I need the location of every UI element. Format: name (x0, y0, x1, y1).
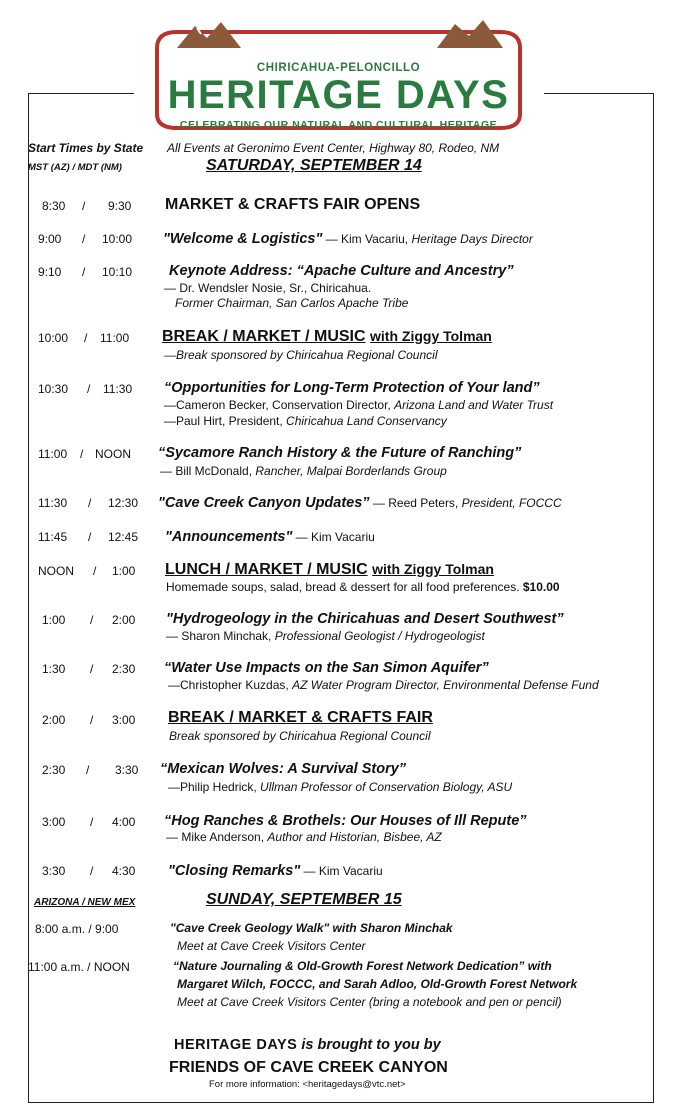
time-sep: / (90, 662, 94, 676)
speaker-line (168, 678, 599, 692)
event-title: “Sycamore Ranch History & the Future of Ranching” (158, 445, 522, 461)
speaker-role: President, FOCCC (461, 496, 562, 510)
time-az: 1:00 (42, 613, 66, 627)
location-line: Meet at Cave Creek Visitors Center (bring a notebook and pen or pencil) (177, 995, 562, 1009)
time-az: 2:30 (42, 763, 66, 777)
time-sep: / (82, 265, 86, 279)
event-line (163, 230, 533, 248)
speaker-org: AZ Water Program Director, Environmental Defense Fund (292, 678, 599, 692)
sunday-time: 8:00 a.m. / 9:00 (35, 922, 119, 936)
time-sep: / (82, 232, 86, 246)
logo-sub-text: CELEBRATING OUR NATURAL AND CULTURAL HERITAGE (179, 119, 498, 131)
footer-text: is brought to you by (297, 1037, 441, 1053)
speaker-line (166, 830, 442, 844)
event-title: MARKET & CRAFTS FAIR OPENS (165, 196, 421, 213)
heritage-days-logo (137, 18, 540, 131)
event-title: "Cave Creek Canyon Updates” (158, 495, 370, 511)
time-nm: 4:00 (112, 815, 136, 829)
time-sep: / (82, 199, 86, 213)
speaker-role: Heritage Days Director (411, 232, 533, 246)
event-title: “Opportunities for Long-Term Protection of Your land” (164, 380, 540, 396)
event-title-suffix: with Ziggy Tolman (372, 561, 494, 577)
event-title: Keynote Address: “Apache Culture and Ancestry” (169, 263, 514, 279)
time-az: NOON (38, 564, 74, 578)
time-az: 10:30 (38, 382, 69, 396)
time-nm: 1:00 (112, 564, 136, 578)
time-sep: / (90, 613, 94, 627)
time-az: 3:30 (42, 864, 66, 878)
event-title: "Hydrogeology in the Chiricahuas and Desert Southwest” (166, 611, 564, 627)
time-az: 3:00 (42, 815, 66, 829)
speaker-org: Rancher, Malpai Borderlands Group (255, 464, 447, 478)
time-sep: / (90, 815, 94, 829)
start-times-label: Start Times by State (28, 141, 144, 155)
speaker-role: Former Chairman, San Carlos Apache Tribe (175, 296, 409, 310)
speaker-org: Arizona Land and Water Trust (394, 398, 554, 412)
event-title: “Water Use Impacts on the San Simon Aquifer” (164, 660, 489, 676)
logo-main-text: HERITAGE DAYS (167, 73, 510, 117)
time-sep: / (90, 864, 94, 878)
time-az: 11:00 (38, 447, 68, 461)
time-sep: / (88, 496, 92, 510)
venue-text: All Events at Geronimo Event Center, Highway 80, Rodeo, NM (167, 141, 500, 155)
time-az: 2:00 (42, 713, 66, 727)
time-nm: 2:30 (112, 662, 136, 676)
time-sep: / (80, 447, 84, 461)
saturday-heading: SATURDAY, SEPTEMBER 14 (206, 157, 422, 174)
event-title: "Welcome & Logistics" (163, 231, 323, 247)
sponsor-line: —Break sponsored by Chiricahua Regional Council (164, 348, 438, 362)
speaker-name: — Kim Vacariu (292, 530, 375, 544)
footer-org: FRIENDS OF CAVE CREEK CANYON (169, 1059, 448, 1076)
speaker-org: Author and Historian, Bisbee, AZ (267, 830, 442, 844)
time-nm: 10:00 (102, 232, 133, 246)
time-sep: / (86, 763, 90, 777)
speaker-name: — Kim Vacariu, (322, 232, 412, 246)
event-title-suffix: with Ziggy Tolman (370, 328, 492, 344)
speaker-line (164, 414, 447, 428)
event-line (168, 862, 383, 880)
event-title: BREAK / MARKET / MUSIC (162, 328, 366, 345)
speaker-line (166, 629, 485, 643)
event-title: "Cave Creek Geology Walk" with Sharon Minchak (170, 921, 453, 935)
time-nm: 12:30 (108, 496, 139, 510)
time-nm: 3:00 (112, 713, 136, 727)
speaker-name: — Sharon Minchak, (166, 629, 275, 643)
speaker-name: —Philip Hedrick, (168, 780, 261, 794)
speaker-name: — Reed Peters, (369, 496, 462, 510)
event-line (165, 561, 494, 579)
time-az: 8:30 (42, 199, 66, 213)
event-title: “Nature Journaling & Old-Growth Forest Network Dedication” with (173, 959, 552, 973)
time-az: 10:00 (38, 331, 69, 345)
speaker-name: — Kim Vacariu (300, 864, 383, 878)
time-nm: 9:30 (108, 199, 132, 213)
time-sep: / (90, 713, 94, 727)
speaker-line: — Dr. Wendsler Nosie, Sr., Chiricahua. (164, 281, 372, 295)
speaker-name: —Paul Hirt, President, (164, 414, 287, 428)
time-az: 9:10 (38, 265, 62, 279)
time-sep: / (84, 331, 88, 345)
time-nm: 10:10 (102, 265, 133, 279)
footer-info: For more information: <heritagedays@vtc.net> (209, 1079, 406, 1090)
sunday-zones-label: ARIZONA / NEW MEX (34, 897, 136, 908)
footer-line (174, 1037, 441, 1053)
time-sep: / (88, 530, 92, 544)
speaker-name: — Mike Anderson, (166, 830, 268, 844)
speaker-name: — Bill McDonald, (160, 464, 256, 478)
time-sep: / (87, 382, 91, 396)
speaker-org: Chiricahua Land Conservancy (286, 414, 447, 428)
speaker-name: —Christopher Kuzdas, (168, 678, 293, 692)
time-az: 1:30 (42, 662, 66, 676)
event-title: “Mexican Wolves: A Survival Story” (160, 761, 407, 777)
time-sep: / (93, 564, 97, 578)
speaker-line (160, 464, 447, 478)
speaker-org: Ullman Professor of Conservation Biology, ASU (260, 780, 513, 794)
lunch-description: Homemade soups, salad, bread & dessert for all food preferences. (166, 580, 523, 594)
event-title: "Announcements" (165, 529, 293, 545)
time-nm: NOON (95, 447, 131, 461)
lunch-price: $10.00 (522, 580, 560, 594)
footer-brand: HERITAGE DAYS (174, 1037, 298, 1053)
time-az: 11:30 (38, 496, 68, 510)
event-title: "Closing Remarks" (168, 863, 301, 879)
location-line: Meet at Cave Creek Visitors Center (177, 939, 366, 953)
speaker-org: Professional Geologist / Hydrogeologist (274, 629, 485, 643)
event-title-cont: Margaret Wilch, FOCCC, and Sarah Adloo, Old-Growth Forest Network (177, 977, 578, 991)
speaker-name: —Cameron Becker, Conservation Director, (164, 398, 395, 412)
time-nm: 3:30 (115, 763, 139, 777)
event-line (165, 528, 375, 546)
sponsor-line: Break sponsored by Chiricahua Regional Council (169, 729, 431, 743)
zones-label: MST (AZ) / MDT (NM) (28, 162, 122, 173)
event-title: LUNCH / MARKET / MUSIC (165, 561, 368, 578)
event-line (158, 494, 562, 512)
time-nm: 12:45 (108, 530, 139, 544)
time-nm: 11:00 (100, 331, 130, 345)
logo-top-text: CHIRICAHUA-PELONCILLO (256, 62, 421, 74)
time-nm: 2:00 (112, 613, 136, 627)
time-nm: 11:30 (103, 382, 133, 396)
event-title: “Hog Ranches & Brothels: Our Houses of Ill Repute” (164, 813, 527, 829)
speaker-line (164, 398, 553, 412)
speaker-line (168, 780, 512, 794)
time-nm: 4:30 (112, 864, 136, 878)
event-line (162, 328, 492, 346)
time-az: 11:45 (38, 530, 68, 544)
event-title: BREAK / MARKET & CRAFTS FAIR (168, 709, 433, 726)
sunday-heading: SUNDAY, SEPTEMBER 15 (206, 891, 402, 908)
sunday-time: 11:00 a.m. / NOON (28, 960, 130, 974)
time-az: 9:00 (38, 232, 62, 246)
lunch-line (166, 580, 560, 594)
